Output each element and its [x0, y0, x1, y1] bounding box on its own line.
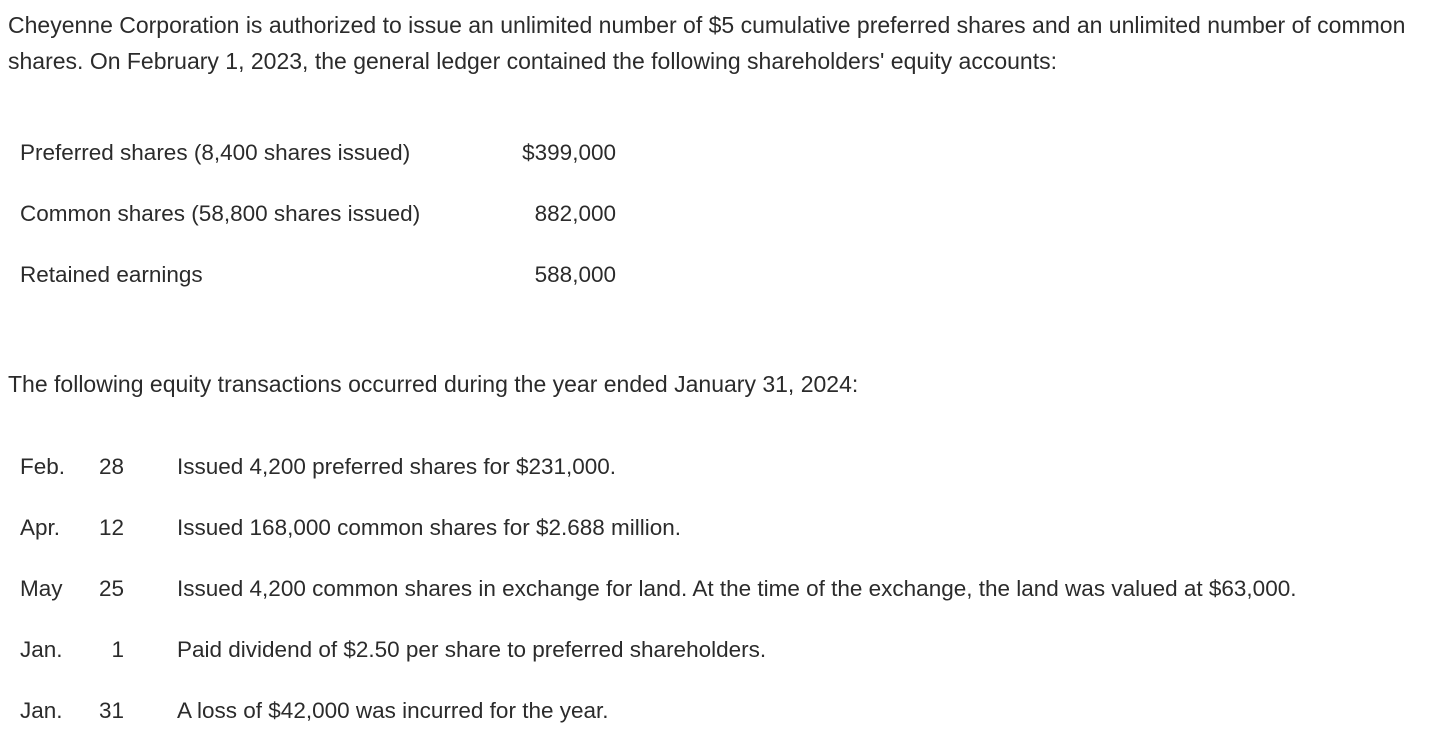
spacer — [124, 619, 177, 680]
table-row — [20, 680, 1437, 741]
table-row — [20, 244, 616, 305]
transaction-day: 31 — [98, 697, 124, 723]
table-row — [20, 497, 1437, 558]
equity-accounts-table — [20, 122, 616, 305]
transaction-description: Paid dividend of $2.50 per share to preferred shareholders. — [177, 636, 767, 662]
transaction-day: 12 — [98, 514, 124, 540]
transaction-description: A loss of $42,000 was incurred for the year. — [177, 697, 609, 723]
account-name: Common shares (58,800 shares issued) — [20, 200, 421, 226]
table-row — [20, 436, 1437, 497]
spacer — [124, 680, 177, 741]
account-name: Preferred shares (8,400 shares issued) — [20, 139, 411, 165]
account-name: Retained earnings — [20, 261, 203, 287]
table-row — [20, 558, 1437, 619]
transactions-intro: The following equity transactions occurred during the year ended January 31, 2024: — [8, 371, 859, 397]
account-amount: 882,000 — [534, 200, 616, 226]
transaction-month: Feb. — [20, 453, 66, 479]
table-row — [20, 183, 616, 244]
table-row — [20, 619, 1437, 680]
account-amount: $399,000 — [522, 139, 616, 165]
spacer — [124, 497, 177, 558]
transaction-day: 28 — [98, 453, 124, 479]
transaction-month: May — [20, 575, 63, 601]
transaction-description: Issued 4,200 preferred shares for $231,000. — [177, 453, 617, 479]
transaction-description: Issued 4,200 common shares in exchange for land. At the time of the exchange, the land was valued at $63,000. — [177, 575, 1297, 601]
transaction-day: 25 — [98, 575, 124, 601]
transaction-month: Jan. — [20, 697, 63, 723]
problem-intro: Cheyenne Corporation is authorized to issue an unlimited number of $5 cumulative preferred shares and an unlimited number of common shares. On February 1, 2023, the general ledger contained the following shareholders' equity accounts: — [8, 12, 1406, 74]
transaction-day: 1 — [111, 636, 124, 662]
transactions-table — [20, 436, 1437, 741]
transaction-month: Jan. — [20, 636, 63, 662]
account-amount: 588,000 — [534, 261, 616, 287]
transaction-description: Issued 168,000 common shares for $2.688 million. — [177, 514, 682, 540]
spacer — [124, 558, 177, 619]
spacer — [124, 436, 177, 497]
transaction-month: Apr. — [20, 514, 61, 540]
table-row — [20, 122, 616, 183]
